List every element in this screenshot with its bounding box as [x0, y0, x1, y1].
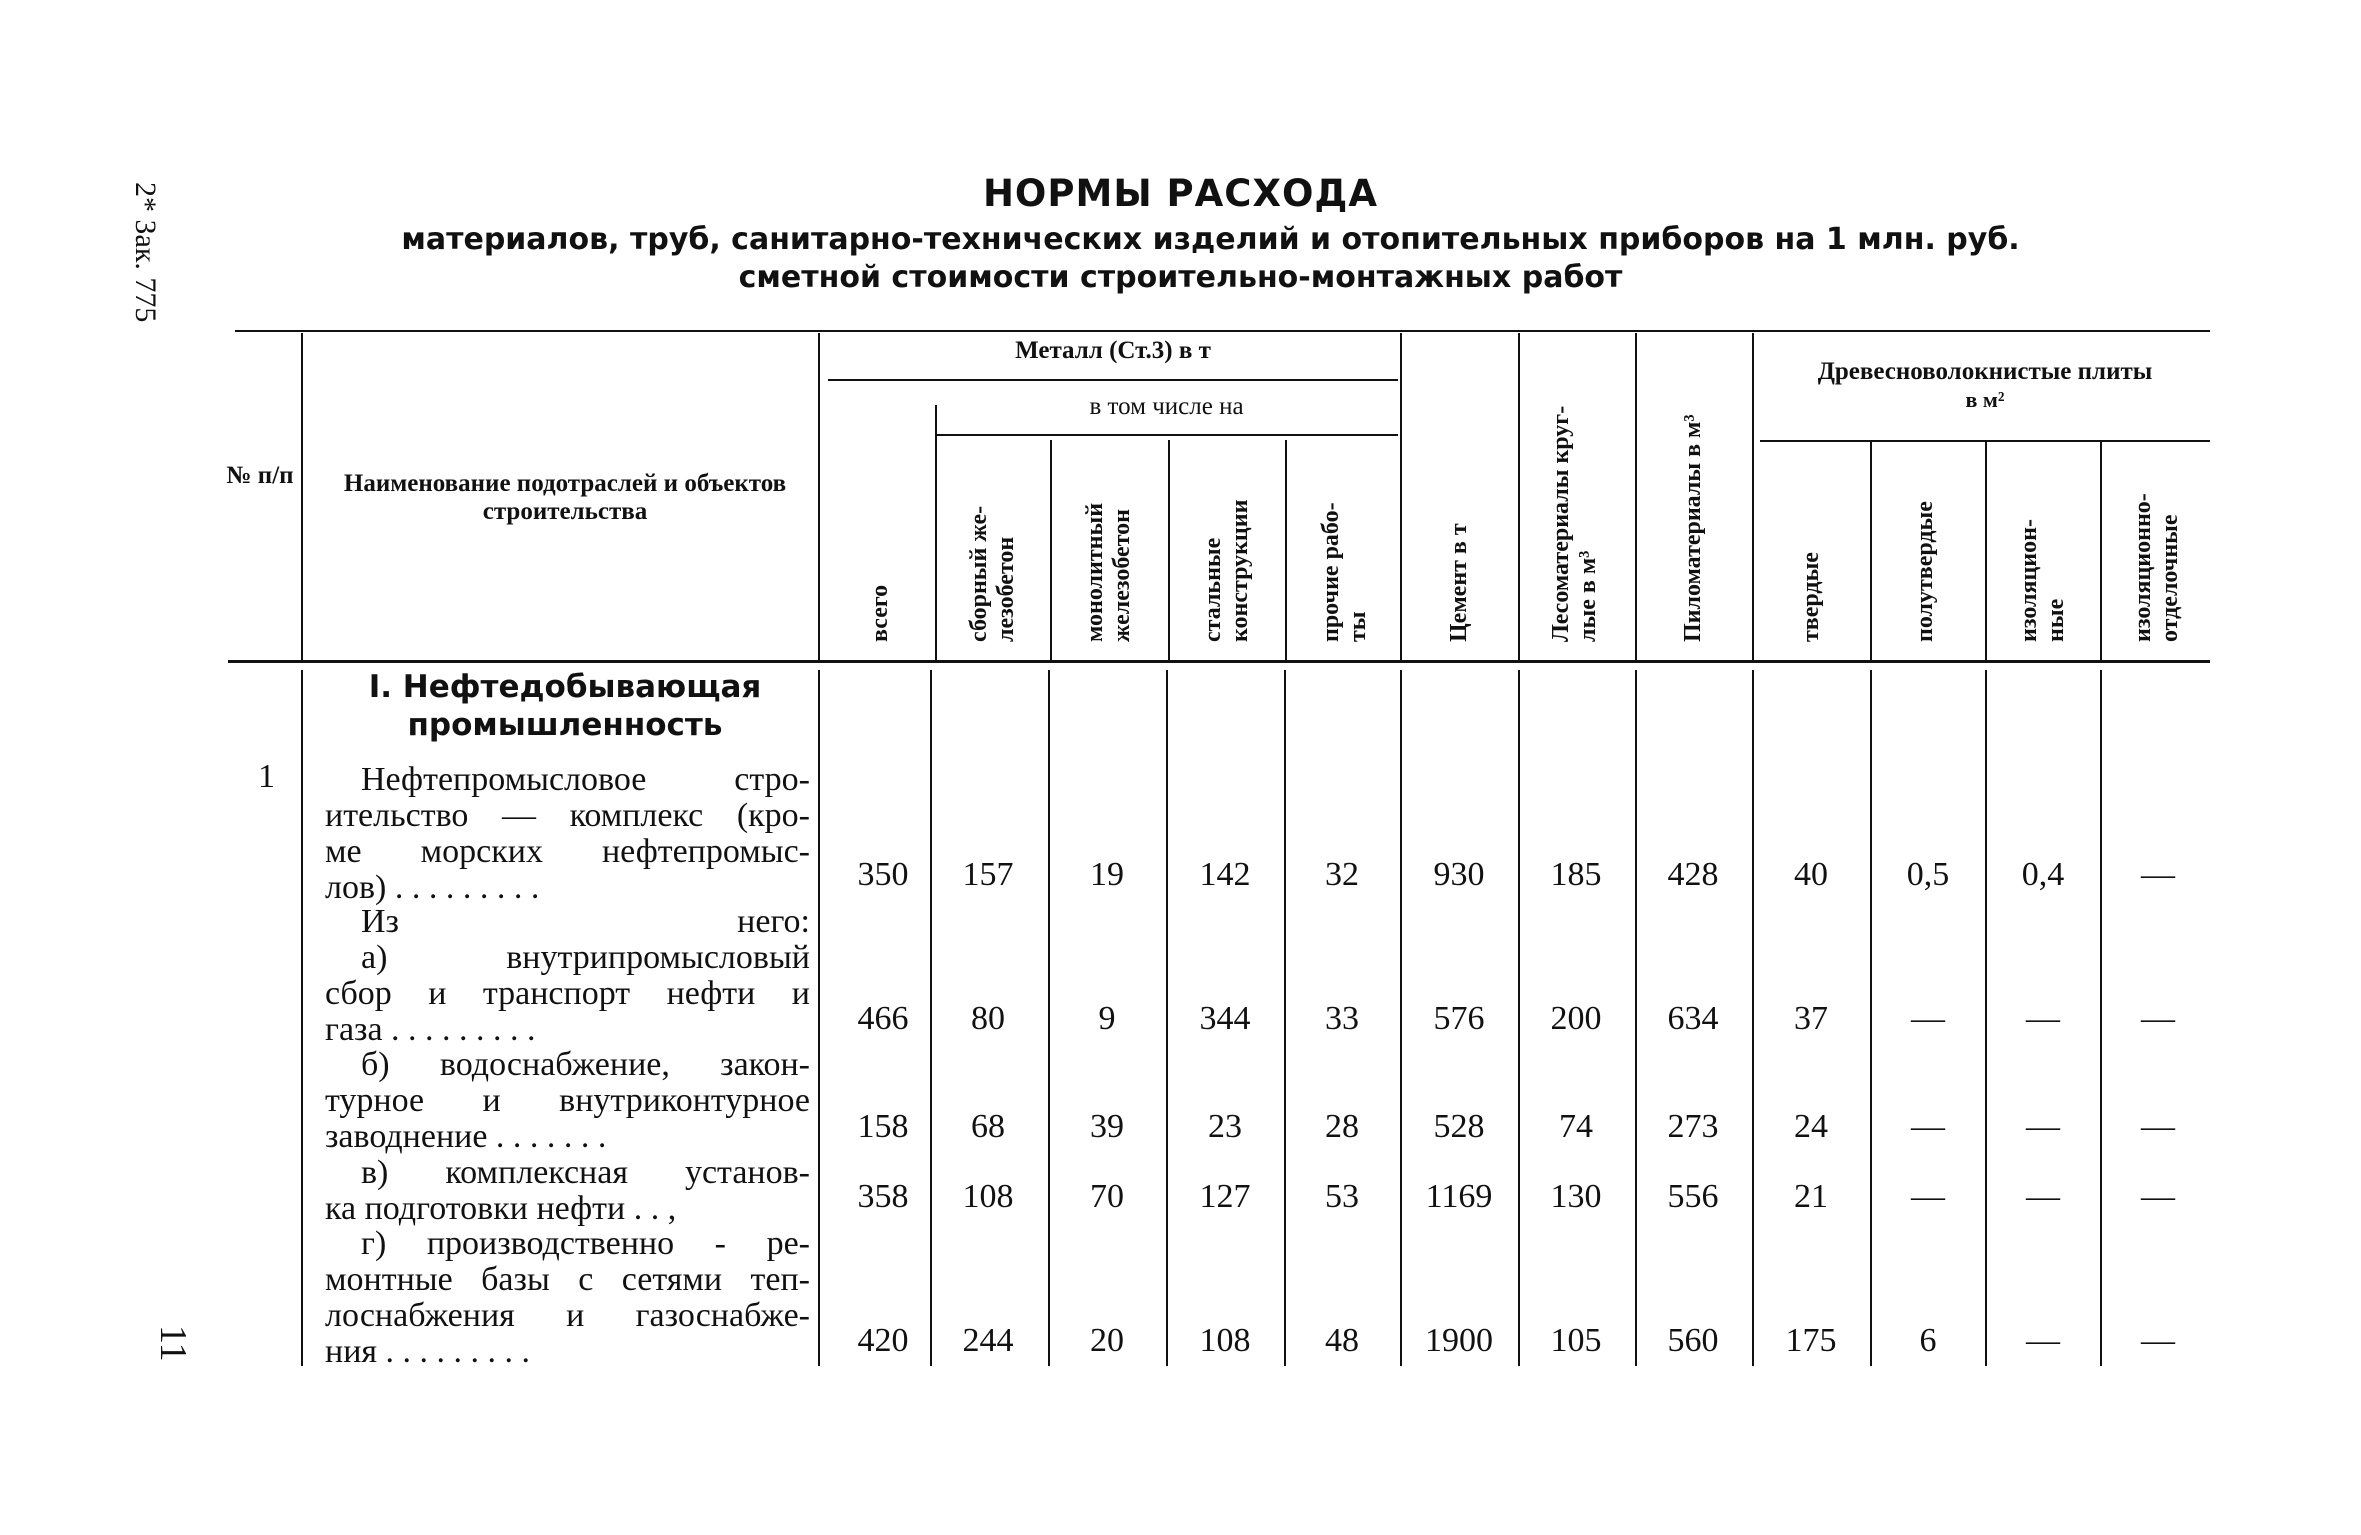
cell-polutverdye: —	[1911, 1178, 1945, 1215]
cell-prochie: 48	[1325, 1322, 1359, 1359]
row-name	[325, 1226, 810, 1370]
row-name-line: заводнение . . . . . . .	[325, 1118, 607, 1155]
cell-monolit: 70	[1090, 1178, 1124, 1215]
cell-sborny: 80	[971, 1000, 1005, 1037]
cell-izol: —	[2026, 1000, 2060, 1037]
section-heading-line-1: I. Нефтедобывающая	[368, 669, 762, 705]
cell-izol: —	[2026, 1178, 2060, 1215]
page-subtitle-line-1: материалов, труб, санитарно-технических изделий и отопительных приборов на 1 млн. руб.	[401, 222, 2020, 257]
cell-pilo: 428	[1667, 856, 1719, 893]
cell-cement: 528	[1433, 1108, 1485, 1145]
row-name-line: Нефтепромысловое стро-	[361, 761, 810, 798]
cell-cement: 930	[1433, 856, 1485, 893]
row-name	[325, 940, 810, 1048]
cell-pilo: 273	[1667, 1108, 1719, 1145]
column-header-pilo: Пиломатериалы в м³	[1680, 414, 1706, 642]
row-name-line: Из него:	[361, 903, 810, 940]
cell-sborny: 108	[962, 1178, 1014, 1215]
row-name-line: сбор и транспорт нефти и	[325, 975, 810, 1012]
row-name	[325, 1047, 810, 1155]
column-header-prochie-line-1: прочие рабо-	[1318, 502, 1344, 642]
column-header-cement: Цемент в т	[1446, 523, 1472, 642]
cell-vsego: 350	[857, 856, 909, 893]
cell-stal: 108	[1199, 1322, 1251, 1359]
cell-cement: 1900	[1425, 1322, 1493, 1359]
column-header-dvp-line-1: Древесноволокнистые плиты	[1817, 358, 2153, 385]
column-header-monolit	[1082, 503, 1136, 642]
column-header-izotd-line-2: отделочные	[2157, 514, 2183, 642]
cell-izotd: —	[2141, 1322, 2175, 1359]
column-header-dvp	[1760, 358, 2210, 414]
column-header-metal: Металл (Ст.3) в т	[1015, 337, 1211, 364]
cell-sborny: 157	[962, 856, 1014, 893]
cell-stal: 127	[1199, 1178, 1251, 1215]
cell-monolit: 19	[1090, 856, 1124, 893]
page-title: НОРМЫ РАСХОДА	[982, 172, 1379, 215]
cell-sborny: 68	[971, 1108, 1005, 1145]
cell-izol: —	[2026, 1108, 2060, 1145]
cell-tverdye: 175	[1785, 1322, 1837, 1359]
cell-cement: 1169	[1425, 1178, 1493, 1215]
cell-vsego: 158	[857, 1108, 909, 1145]
cell-stal: 344	[1199, 1000, 1251, 1037]
column-header-name: Наименование подотраслей и объектов строительства	[343, 470, 787, 525]
column-header-sborny	[966, 506, 1020, 642]
column-header-les-line-1: Лесоматериалы круг-	[1548, 405, 1574, 642]
cell-vsego: 420	[857, 1322, 909, 1359]
cell-prochie: 28	[1325, 1108, 1359, 1145]
cell-stal: 142	[1199, 856, 1251, 893]
order-note: 2* Зак. 775	[129, 182, 162, 323]
cell-prochie: 33	[1325, 1000, 1359, 1037]
column-header-stal	[1200, 500, 1254, 642]
cell-pilo: 556	[1667, 1178, 1719, 1215]
cell-izotd: —	[2141, 1178, 2175, 1215]
column-header-vsego: всего	[867, 584, 893, 642]
cell-tverdye: 40	[1794, 856, 1828, 893]
row-name-line: ительство — комплекс (кро-	[325, 797, 810, 834]
column-header-tverdye: твердые	[1798, 552, 1824, 642]
cell-izotd: —	[2141, 1108, 2175, 1145]
cell-prochie: 32	[1325, 856, 1359, 893]
column-header-izotd	[2130, 493, 2184, 642]
cell-les: 200	[1550, 1000, 1602, 1037]
column-header-prochie	[1318, 502, 1372, 642]
row-name-line: б) водоснабжение, закон-	[361, 1046, 810, 1083]
column-header-metal-sub: в том числе на	[1089, 393, 1244, 420]
row-name-line: г) производственно - ре-	[361, 1225, 810, 1262]
row-name	[325, 762, 810, 906]
row-name-line: а) внутрипромысловый	[361, 939, 810, 976]
cell-izotd: —	[2141, 1000, 2175, 1037]
cell-tverdye: 21	[1794, 1178, 1828, 1215]
row-name-line: ка подготовки нефти . . ,	[325, 1190, 677, 1227]
cell-vsego: 466	[857, 1000, 909, 1037]
cell-pilo: 560	[1667, 1322, 1719, 1359]
row-number: 1	[258, 758, 275, 795]
cell-izol: —	[2026, 1322, 2060, 1359]
row-name-line: ме морских нефтепромыс-	[325, 833, 810, 870]
cell-cement: 576	[1433, 1000, 1485, 1037]
row-name	[325, 1155, 810, 1227]
cell-les: 130	[1550, 1178, 1602, 1215]
cell-sborny: 244	[962, 1322, 1014, 1359]
cell-polutverdye: 0,5	[1906, 856, 1950, 893]
page-number: 11	[152, 1325, 194, 1362]
column-header-prochie-line-2: ты	[1345, 611, 1371, 642]
column-header-dvp-line-2: в м²	[1965, 387, 2005, 412]
row-name-line: турное и внутриконтурное	[325, 1082, 810, 1119]
cell-izotd: —	[2141, 856, 2175, 893]
cell-les: 185	[1550, 856, 1602, 893]
column-header-sborny-line-2: лезобетон	[993, 536, 1019, 642]
column-header-izol-line-2: ные	[2043, 598, 2069, 642]
cell-tverdye: 37	[1794, 1000, 1828, 1037]
column-header-num: № п/п	[226, 462, 294, 489]
column-header-monolit-line-2: железобетон	[1109, 509, 1135, 642]
cell-polutverdye: —	[1911, 1000, 1945, 1037]
cell-polutverdye: —	[1911, 1108, 1945, 1145]
cell-monolit: 9	[1098, 1000, 1116, 1037]
column-header-monolit-line-1: монолитный	[1082, 502, 1108, 642]
section-heading	[320, 668, 810, 744]
row-name-line: газа . . . . . . . . .	[325, 1011, 536, 1048]
column-header-izol-line-1: изоляцион-	[2016, 519, 2042, 642]
cell-polutverdye: 6	[1919, 1322, 1937, 1359]
cell-pilo: 634	[1667, 1000, 1719, 1037]
row-name	[325, 904, 810, 940]
cell-les: 74	[1559, 1108, 1593, 1145]
column-header-stal-line-1: стальные	[1200, 537, 1226, 642]
column-header-les	[1548, 406, 1602, 642]
cell-tverdye: 24	[1794, 1108, 1828, 1145]
column-header-izotd-line-1: изоляционно-	[2130, 493, 2156, 642]
column-header-les-line-2: лые в м³	[1575, 550, 1601, 642]
row-name-line: лоснабжения и газоснабже-	[325, 1297, 810, 1334]
cell-vsego: 358	[857, 1178, 909, 1215]
section-heading-line-2: промышленность	[407, 707, 723, 743]
column-header-stal-line-2: конструкции	[1227, 499, 1253, 642]
column-header-izol	[2016, 519, 2070, 642]
cell-monolit: 39	[1090, 1108, 1124, 1145]
row-name-line: монтные базы с сетями теп-	[325, 1261, 810, 1298]
cell-stal: 23	[1208, 1108, 1242, 1145]
row-name-line: лов) . . . . . . . . .	[325, 869, 540, 906]
cell-izol: 0,4	[2021, 856, 2065, 893]
cell-monolit: 20	[1090, 1322, 1124, 1359]
cell-les: 105	[1550, 1322, 1602, 1359]
column-header-sborny-line-1: сборный же-	[966, 505, 992, 642]
row-name-line: в) комплексная установ-	[361, 1154, 810, 1191]
cell-prochie: 53	[1325, 1178, 1359, 1215]
page-subtitle-line-2: сметной стоимости строительно-монтажных работ	[738, 260, 1623, 295]
column-header-polutverdye: полутвердые	[1912, 501, 1938, 642]
row-name-line: ния . . . . . . . . .	[325, 1333, 531, 1370]
